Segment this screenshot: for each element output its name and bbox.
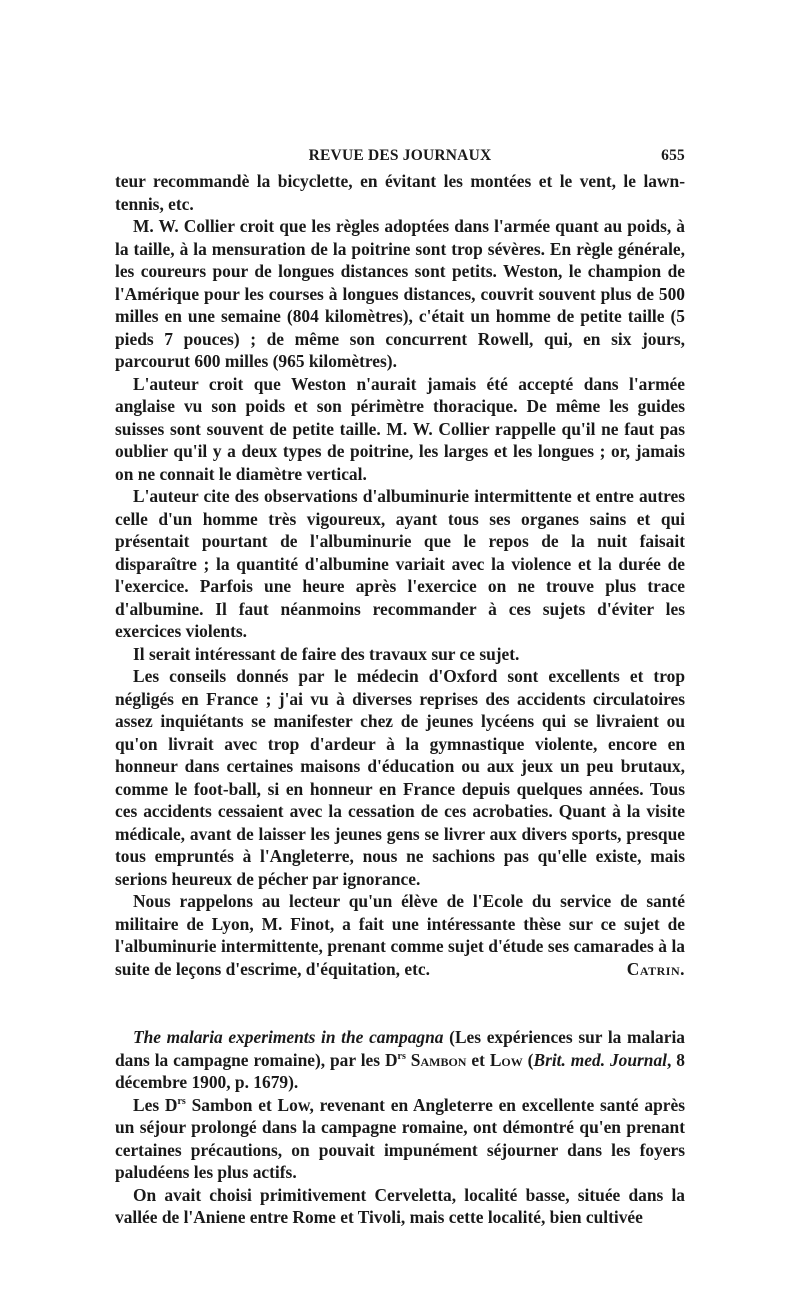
paragraph: On avait choisi primitivement Cerveletta, localité basse, située dans la vallée de l'Aniene entre Rome et Tivoli, mais cette localité, bien cultivée bbox=[115, 1184, 685, 1227]
author-name: Sambon bbox=[410, 1049, 467, 1070]
paragraph: Il serait intéressant de faire des travaux sur ce sujet. bbox=[133, 643, 520, 664]
author-signature: Catrin. bbox=[626, 958, 685, 979]
conjunction: et bbox=[466, 1049, 490, 1070]
section-gap bbox=[115, 980, 685, 1003]
article-subtitle: (Les expériences sur la malaria dans la campagne romaine), par les D bbox=[115, 1027, 685, 1070]
journal-section-title: REVUE DES JOURNAUX bbox=[308, 147, 492, 164]
superscript: rs bbox=[397, 1050, 406, 1062]
paragraph bbox=[115, 1094, 685, 1184]
paragraph-text: Sambon et Low, revenant en Angleterre en excellente santé après un séjour prolongé dans la campagne romaine, ont démontré qu'en prenant certaines précautions, on pouvait impunément séjourner dans les foyers paludéens les plus actifs. bbox=[115, 1094, 685, 1182]
running-header bbox=[115, 147, 685, 169]
paragraph-continuation: teur recommandè la bicyclette, en évitant les montées et le vent, le lawn-tennis, etc. bbox=[115, 171, 685, 214]
paragraph: L'auteur cite des observations d'albuminurie intermittente et entre autres celle d'un homme très vigoureux, ayant tous ses organes sains et qui présentait pourtant de l'albuminurie que le repos de la nuit faisait disparaître ; la quantité d'albumine variait avec la violence et la durée de l'exercice. Parfois une heure après l'exercice on ne trouve plus trace d'albumine. Il faut néanmoins recommander à ces sujets d'éviter les exercices violents. bbox=[115, 486, 685, 641]
citation-details: , 8 décembre 1900, p. 1679). bbox=[115, 1049, 685, 1092]
superscript: rs bbox=[177, 1095, 186, 1107]
paragraph-with-signature bbox=[115, 890, 685, 980]
journal-name: Brit. med. Journal bbox=[533, 1049, 668, 1070]
paragraph-start: Les D bbox=[133, 1094, 178, 1115]
section-gap bbox=[115, 1003, 685, 1026]
article-title-paragraph bbox=[115, 1026, 685, 1094]
punctuation: ( bbox=[522, 1049, 534, 1070]
author-name: Low bbox=[489, 1049, 523, 1070]
paragraph-text: Nous rappelons au lecteur qu'un élève de l'Ecole du service de santé militaire de Lyon, M. Finot, a fait une intéressante thèse sur ce sujet de l'albuminurie intermittente, prenant comme sujet d'étude ses camarades à la suite de leçons d'escrime, d'équitation, etc. bbox=[115, 891, 685, 979]
paragraph: Les conseils donnés par le médecin d'Oxford sont excellents et trop négligés en France ; j'ai vu à diverses reprises des accidents circulatoires assez inquiétants se manifester chez de jeunes lycéens qui se livraient ou qu'on livrait avec trop d'ardeur à la gymnastique violente, encore en honneur dans certaines maisons d'éducation ou aux jeux un peu brutaux, comme le foot-ball, si en honneur en France depuis quelques années. Tous ces accidents cessaient avec la cessation de ces acrobaties. Quant à la visite médicale, avant de laisser les jeunes gens se livrer aux divers sports, presque tous empruntés à l'Angleterre, nous ne sachions pas qu'elle existe, mais serions heureux de pécher par ignorance. bbox=[115, 666, 685, 889]
article-title: The malaria experiments in the campagna bbox=[133, 1027, 444, 1047]
paragraph: M. W. Collier croit que les règles adoptées dans l'armée quant au poids, à la taille, à la mensuration de la poitrine sont trop sévères. En règle générale, les coureurs pour de longues distances sont petits. Weston, le champion de l'Amérique pour les courses à longues distances, couvrit souvent plus de 500 milles en une semaine (804 kilomètres), c'était un homme de petite taille (5 pieds 7 pouces) ; de même son concurrent Rowell, qui, en six jours, parcourut 600 milles (965 kilomètres). bbox=[115, 216, 685, 371]
paragraph: L'auteur croit que Weston n'aurait jamais été accepté dans l'armée anglaise vu son poids et son périmètre thoracique. De même les guides suisses sont souvent de petite taille. M. W. Collier rappelle qu'il ne faut pas oublier qu'il y a deux types de poitrine, les larges et les longues ; or, jamais on ne connait le diamètre vertical. bbox=[115, 373, 685, 484]
page-number: 655 bbox=[661, 147, 685, 164]
body-text bbox=[115, 170, 685, 1229]
